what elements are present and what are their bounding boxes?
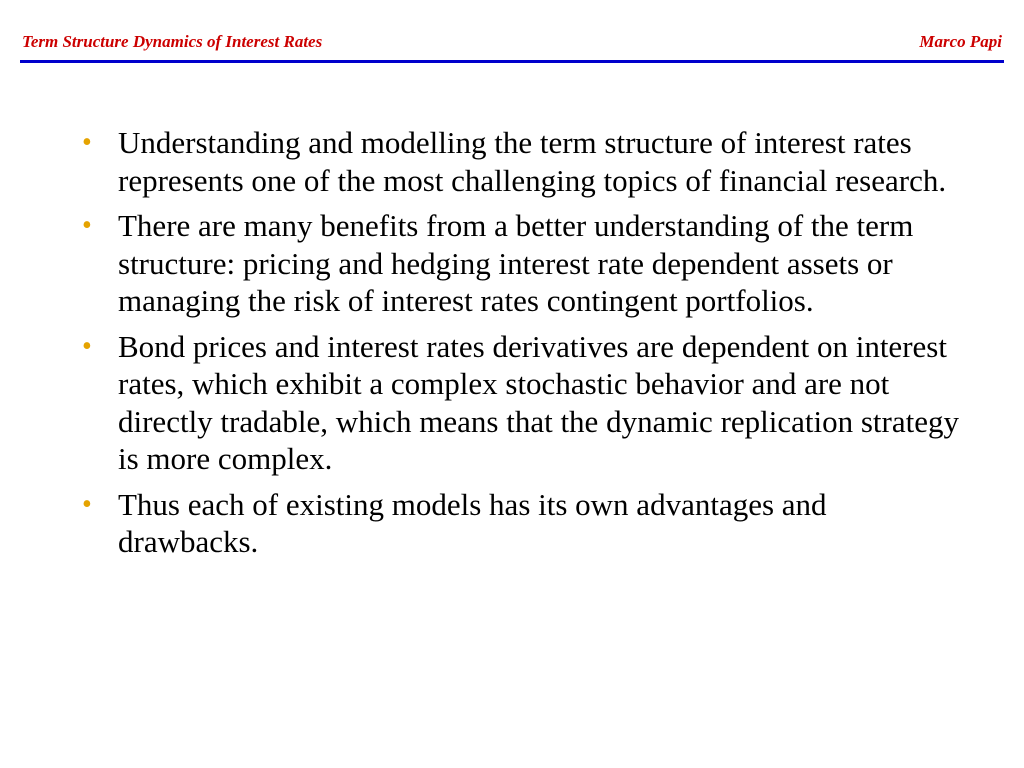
bullet-text: Thus each of existing models has its own advantages and drawbacks. — [118, 486, 827, 559]
bullet-icon: • — [82, 127, 92, 158]
bullet-icon: • — [82, 488, 92, 520]
bullet-text: There are many benefits from a better understanding of the term structure: pricing and hedging interest rate dependent assets or managing the risk of interest rates contingent portfolios. — [118, 208, 914, 318]
bullet-item — [80, 328, 970, 478]
bullet-icon: • — [82, 210, 92, 241]
bullet-item — [80, 124, 970, 199]
bullet-list — [80, 124, 970, 569]
bullet-text: Bond prices and interest rates derivatives are dependent on interest rates, which exhibit a complex stochastic behavior and are not directly tradable, which means that the dynamic replication strategy is more complex. — [118, 328, 959, 476]
slide-header — [22, 32, 1002, 60]
slide-author: Marco Papi — [919, 32, 1002, 51]
bullet-icon: • — [82, 330, 92, 362]
slide-title: Term Structure Dynamics of Interest Rates — [22, 32, 323, 51]
bullet-item — [80, 486, 970, 561]
header-divider — [20, 60, 1004, 63]
bullet-item — [80, 207, 970, 320]
bullet-text: Understanding and modelling the term structure of interest rates represents one of the most challenging topics of financial research. — [118, 125, 947, 198]
